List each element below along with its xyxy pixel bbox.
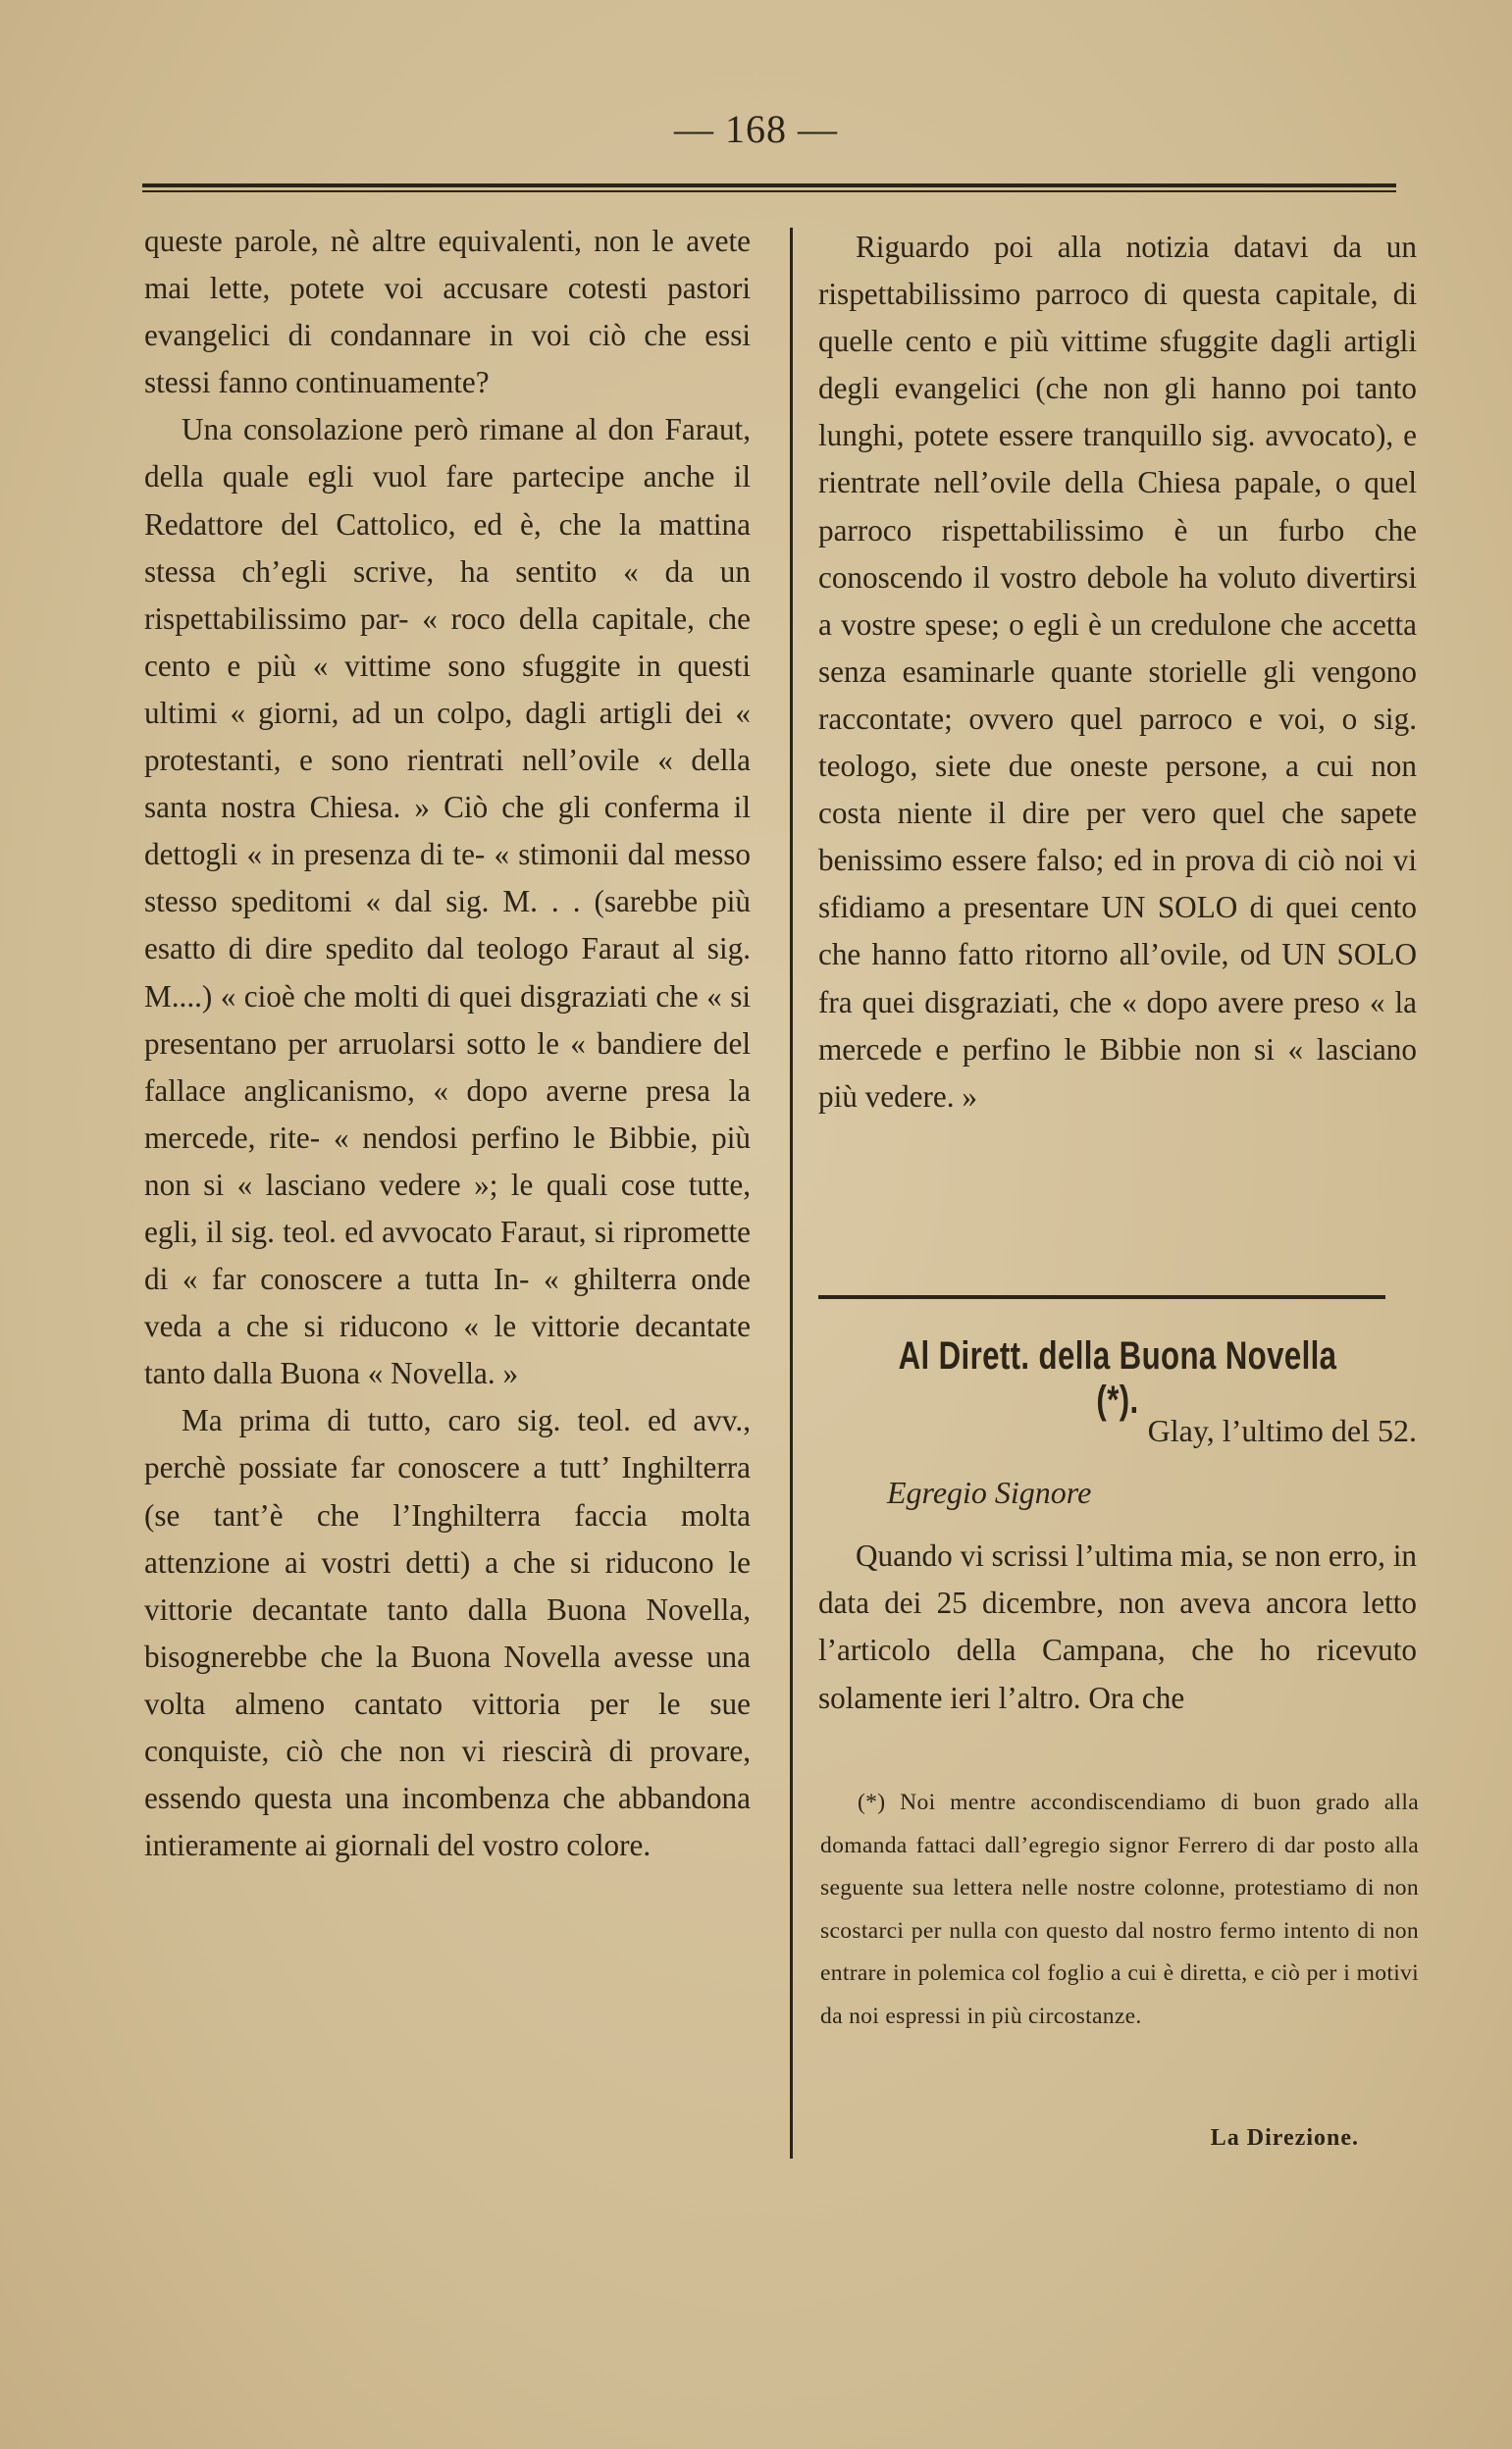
right-column: [818, 224, 1417, 1120]
paragraph: queste parole, nè altre equivalenti, non le avete mai lette, potete voi accusare cotesti pastori evangelici di condannare in voi ciò che essi stessi fanno continuamente?: [144, 224, 751, 400]
letter-salutation: Egregio Signore: [887, 1475, 1092, 1510]
paragraph: Una consolazione però rimane al don Faraut, della quale egli vuol fare partecipe anche il Redattore del Cattolico, ed è, che la mattina stessa ch’egli scrive, ha sentito « da un rispettabilissimo par- « roco della capitale, che cento e più « vittime sono sfuggite in questi ultimi « giorni, ad un colpo, dagli artigli dei « protestanti, e sono rientrati nell’ovile « della santa nostra Chiesa. » Ciò che gli conferma il dettogli « in presenza di te- « stimonii dal messo stesso speditomi « dal sig. M. . . (sarebbe più esatto di dire spedito dal teologo Faraut al sig. M....) « cioè che molti di quei disgraziati che « si presentano per arruolarsi sotto le « bandiere del fallace anglicanismo, « dopo averne presa la mercede, rite- « nendosi perfino le Bibbie, più non si « lasciano vedere »; le quali cose tutte, egli, il sig. teol. ed avvocato Faraut, si ripromette di « far conoscere a tutta In- « ghilterra onde veda a che si riducono « le vittorie decantate tanto dalla Buona « Novella. »: [144, 412, 751, 1391]
page-number: — 168 —: [674, 107, 838, 151]
left-column: [144, 218, 751, 1869]
footnote-signature: La Direzione.: [1210, 2125, 1359, 2151]
footnote: (*) Noi mentre accondiscendiamo di buon grado alla domanda fattaci dall’egregio signor Ferrero di dar posto alla seguente sua lettera nelle nostre colonne, protestiamo di non scostarci per nulla con questo dal nostro fermo intento di non entrare in polemica col foglio a cui è diretta, e ciò per i motivi da noi espressi in più circostanze.: [820, 1790, 1419, 2029]
letter-heading: Al Dirett. della Buona Novella (*).: [898, 1334, 1337, 1422]
header-rule-thick: [142, 183, 1396, 187]
column-divider: [790, 228, 793, 2159]
header-rule-thin: [142, 190, 1396, 192]
letter-body: Quando vi scrissi l’ultima mia, se non erro, in data dei 25 dicembre, non aveva ancora letto l’articolo della Campana, che ho ricevuto solamente ieri l’altro. Ora che: [818, 1538, 1417, 1715]
section-separator: [818, 1295, 1385, 1299]
paragraph: Ma prima di tutto, caro sig. teol. ed avv., perchè possiate far conoscere a tutt’ Inghilterra (se tant’è che l’Inghilterra faccia molta attenzione ai vostri detti) a che si riducono le vittorie decantate tanto dalla Buona Novella, bisognerebbe che la Buona Novella avesse una volta almeno cantato vittoria per le sue conquiste, ciò che non vi riescirà di provare, essendo questa una incombenza che abbandona intieramente ai giornali del vostro colore.: [144, 1403, 751, 1863]
letter-dateline: Glay, l’ultimo del 52.: [1147, 1413, 1417, 1448]
paragraph: Riguardo poi alla notizia datavi da un rispettabilissimo parroco di questa capitale, di quelle cento e più vittime sfuggite dagli artigli degli evangelici (che non gli hanno poi tanto lunghi, potete essere tranquillo sig. avvocato), e rientrate nell’ovile della Chiesa papale, o quel parroco rispettabilissimo è un furbo che conoscendo il vostro debole ha voluto divertirsi a vostre spese; o egli è un credulone che accetta senza esaminarle quante storielle gli vengono raccontate; ovvero quel parroco e voi, o sig. teologo, siete due oneste persone, a cui non costa niente il dire per vero quel che sapete benissimo essere falso; ed in prova di ciò noi vi sfidiamo a presentare UN SOLO di quei cento che hanno fatto ritorno all’ovile, od UN SOLO fra quei disgraziati, che « dopo avere preso « la mercede e perfino le Bibbie non si « lasciano più vedere. »: [818, 230, 1417, 1114]
